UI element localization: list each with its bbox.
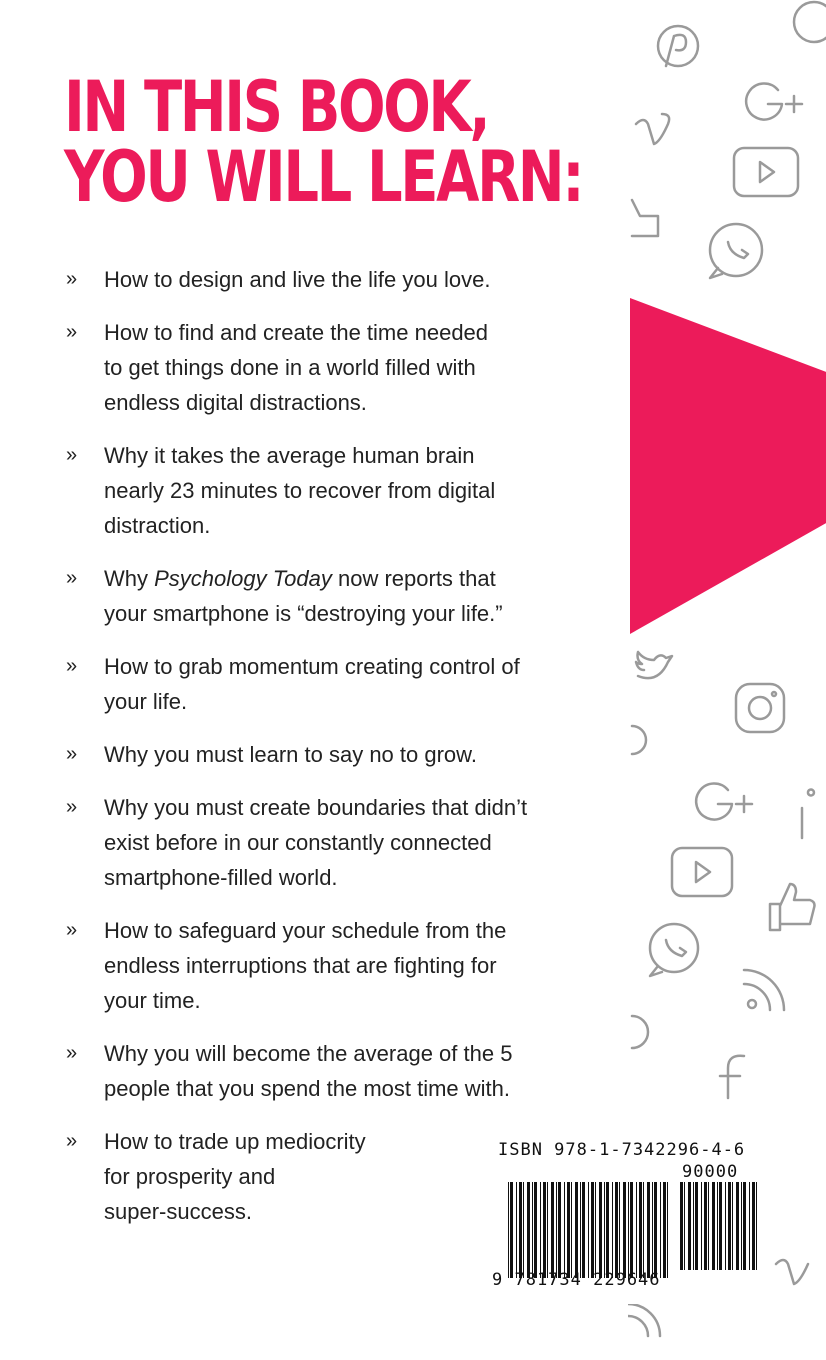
instagram-icon (632, 726, 646, 754)
list-item (66, 913, 626, 1018)
bullet-line: nearly 23 minutes to recover from digital (104, 478, 496, 503)
barcode-bar (516, 1182, 517, 1278)
barcode-bar (623, 1182, 626, 1278)
barcode-bar (693, 1182, 694, 1270)
barcode-bar (599, 1182, 602, 1278)
barcode-bar (575, 1182, 578, 1278)
barcode-bar (606, 1182, 609, 1278)
barcode-bar (701, 1182, 702, 1270)
bullet-line: Why you will become the average of the 5 (104, 1041, 513, 1066)
list-item (66, 315, 626, 420)
thumbs-up-icon (632, 200, 658, 236)
barcode-bar (519, 1182, 522, 1278)
barcode-bar (732, 1182, 733, 1270)
barcode-bar (532, 1182, 533, 1278)
barcode-bar (688, 1182, 691, 1270)
learning-points-list (66, 262, 626, 1229)
bullet-marker: » (66, 321, 78, 343)
bullet-marker: » (66, 1042, 78, 1064)
vimeo-icon (776, 1260, 808, 1284)
barcode-bar (660, 1182, 661, 1278)
whatsapp-icon (650, 924, 698, 976)
barcode-bar (556, 1182, 557, 1278)
barcode-bar (652, 1182, 653, 1278)
barcode-bar (534, 1182, 537, 1278)
bullet-marker: » (66, 1130, 78, 1152)
barcode-bar (547, 1182, 548, 1278)
pinterest-icon (658, 26, 698, 66)
vimeo-icon (636, 114, 669, 144)
barcode-bar (571, 1182, 572, 1278)
bullet-line: How to grab momentum creating control of (104, 654, 520, 679)
rss-icon (628, 1304, 660, 1336)
barcode-bar (508, 1182, 509, 1278)
barcode-bar (636, 1182, 637, 1278)
barcode-bar (728, 1182, 731, 1270)
barcode-bar (588, 1182, 589, 1278)
rss-icon (744, 970, 784, 1010)
barcode-bar (615, 1182, 618, 1278)
bullet-line: Why it takes the average human brain (104, 443, 475, 468)
barcode-bar (580, 1182, 581, 1278)
bullet-marker: » (66, 743, 78, 765)
google-plus-icon (696, 784, 752, 820)
barcode-bar (643, 1182, 644, 1278)
bullet-line: your smartphone is “destroying your life.” (104, 601, 503, 626)
barcode-bar (719, 1182, 722, 1270)
facebook-icon (720, 1056, 744, 1098)
magazine-title: Psychology Today (154, 566, 332, 591)
bullet-line: exist before in our constantly connected (104, 830, 492, 855)
barcode-bar (582, 1182, 585, 1278)
barcode-bar (717, 1182, 718, 1270)
instagram-icon (632, 1016, 648, 1048)
linkedin-icon (802, 790, 814, 839)
addon-bars (680, 1182, 760, 1270)
barcode-bar (712, 1182, 715, 1270)
barcode-bar (558, 1182, 561, 1278)
barcode-bar (510, 1182, 513, 1278)
barcode-bar (736, 1182, 739, 1270)
bullet-marker: » (66, 796, 78, 818)
bullet-line: How to safeguard your schedule from the (104, 918, 507, 943)
youtube-icon (672, 848, 732, 896)
barcode-bar (663, 1182, 666, 1278)
bullet-line: How to trade up mediocrity (104, 1129, 366, 1154)
bullet-line: your time. (104, 988, 201, 1013)
google-plus-icon (746, 84, 802, 120)
barcode-bar (654, 1182, 657, 1278)
twitter-icon (636, 652, 672, 678)
barcode-bar (591, 1182, 594, 1278)
list-item (66, 262, 626, 297)
barcode-bar (752, 1182, 755, 1270)
bullet-text: now reports that (331, 566, 496, 591)
headline-line-1: IN THIS BOOK, (64, 66, 489, 148)
barcode-bar (743, 1182, 746, 1270)
list-item (66, 649, 626, 719)
barcode-bar (523, 1182, 524, 1278)
barcode-bar (540, 1182, 541, 1278)
bullet-line (104, 561, 626, 596)
isbn-barcode (480, 1134, 770, 1304)
list-item (66, 790, 626, 895)
barcode-bar (708, 1182, 709, 1270)
bullet-line: How to design and live the life you love. (104, 267, 491, 292)
isbn-label: ISBN 978-1-7342296-4-6 (498, 1140, 746, 1160)
barcode-bar (527, 1182, 530, 1278)
bullet-line: endless digital distractions. (104, 390, 367, 415)
bullet-line: How to find and create the time needed (104, 320, 489, 345)
bullet-marker: » (66, 919, 78, 941)
bullet-text: Why (104, 566, 155, 591)
thumbs-up-icon (770, 884, 815, 930)
barcode-bar (704, 1182, 707, 1270)
barcode-bar (741, 1182, 742, 1270)
bullet-line: your life. (104, 689, 188, 714)
barcode-bar (756, 1182, 757, 1270)
headline-line-2: YOU WILL LEARN: (64, 136, 583, 218)
barcode-bar (564, 1182, 565, 1278)
headline (64, 66, 583, 218)
barcode-bar (604, 1182, 605, 1278)
barcode-bar (543, 1182, 546, 1278)
list-item (66, 561, 626, 631)
barcode-bar (619, 1182, 620, 1278)
bullet-line: for prosperity and (104, 1164, 276, 1189)
instagram-icon (736, 684, 784, 732)
list-item (66, 438, 626, 543)
bullet-line: to get things done in a world filled with (104, 355, 476, 380)
barcode-bar (595, 1182, 596, 1278)
bullet-line: distraction. (104, 513, 211, 538)
barcode-bar (551, 1182, 554, 1278)
barcode-bar (567, 1182, 570, 1278)
bullet-line: smartphone-filled world. (104, 865, 338, 890)
barcode-bar (684, 1182, 685, 1270)
bullet-line: people that you spend the most time with. (104, 1076, 511, 1101)
bullet-line: Why you must learn to say no to grow. (104, 742, 477, 767)
barcode-bar (612, 1182, 613, 1278)
barcode-bar (667, 1182, 668, 1278)
ean-bars (508, 1182, 672, 1278)
bullet-marker: » (66, 268, 78, 290)
bullet-line: endless interruptions that are fighting for (104, 953, 497, 978)
youtube-icon (734, 148, 798, 196)
barcode-bar (749, 1182, 750, 1270)
barcode-bar (628, 1182, 629, 1278)
bullet-marker: » (66, 567, 78, 589)
barcode-bar (630, 1182, 633, 1278)
price-code: 90000 (682, 1162, 739, 1182)
barcode-bar (680, 1182, 683, 1270)
barcode-bar (695, 1182, 698, 1270)
list-item (66, 737, 626, 772)
bullet-marker: » (66, 655, 78, 677)
whatsapp-icon (710, 224, 762, 278)
bullet-marker: » (66, 444, 78, 466)
circle-icon (794, 2, 826, 42)
list-item (66, 1036, 626, 1106)
barcode-bar (647, 1182, 650, 1278)
ean-digits: 9 781734 229646 (492, 1270, 661, 1290)
barcode-bar (639, 1182, 642, 1278)
barcode-bar (725, 1182, 726, 1270)
bullet-line: super-success. (104, 1199, 252, 1224)
bullet-line: Why you must create boundaries that didn’t (104, 795, 528, 820)
